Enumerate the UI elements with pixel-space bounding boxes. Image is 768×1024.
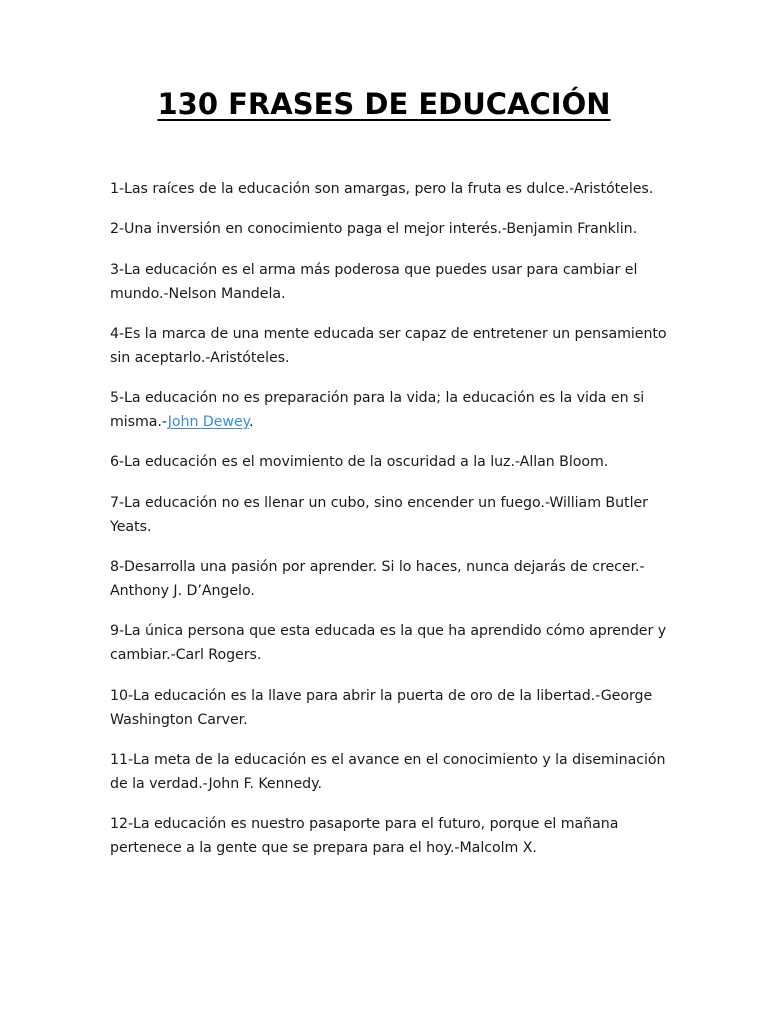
quote-text: 5-La educación no es preparación para la vida; la educación es la vida en si misma.- [110,390,645,431]
quote-item-7 [110,491,670,539]
page-title-text: 130 FRASES DE EDUCACIÓN [157,87,611,121]
quote-text: 12-La educación es nuestro pasaporte para el futuro, porque el mañana pertenece a la gente que se prepara para el hoy.-Malcolm X. [110,816,619,857]
quote-item-3 [110,258,670,306]
quote-text: 4-Es la marca de una mente educada ser capaz de entretener un pensamiento sin aceptarlo.-Aristóteles. [110,325,667,366]
quote-text: 7-La educación no es llenar un cubo, sino encender un fuego.-William Butler Yeats. [110,494,648,535]
quote-text: 9-La única persona que esta educada es la que ha aprendido cómo aprender y cambiar.-Carl Rogers. [110,623,667,664]
quote-text: 3-La educación es el arma más poderosa que puedes usar para cambiar el mundo.-Nelson Mandela. [110,261,638,302]
quote-item-11 [110,748,670,796]
quote-text: 11-La meta de la educación es el avance en el conocimiento y la diseminación de la verdad.-John F. Kennedy. [110,751,666,792]
quote-item-9 [110,619,670,667]
quote-item-5 [110,386,670,434]
quote-item-12 [110,812,670,860]
quote-item-1 [110,177,670,201]
quote-item-10 [110,684,670,732]
quote-item-2 [110,217,670,241]
page-title [0,84,768,124]
quote-text: 1-Las raíces de la educación son amargas, pero la fruta es dulce.-Aristóteles. [110,181,654,197]
quote-text: 10-La educación es la llave para abrir la puerta de oro de la libertad.-George Washington Carver. [110,687,653,728]
quote-item-6 [110,450,670,474]
quote-text: 2-Una inversión en conocimiento paga el mejor interés.-Benjamin Franklin. [110,221,638,238]
quote-text-end: . [248,414,254,431]
quote-text: 6-La educación es el movimiento de la oscuridad a la luz.-Allan Bloom. [110,454,609,471]
quote-text: 8-Desarrolla una pasión por aprender. Si lo haces, nunca dejarás de crecer.-Anthony J. D’Angelo. [110,559,645,600]
quote-item-4 [110,322,670,370]
quote-item-8 [110,555,670,603]
quote-list [110,177,670,877]
author-link-john-dewey[interactable]: John Dewey [167,414,249,431]
